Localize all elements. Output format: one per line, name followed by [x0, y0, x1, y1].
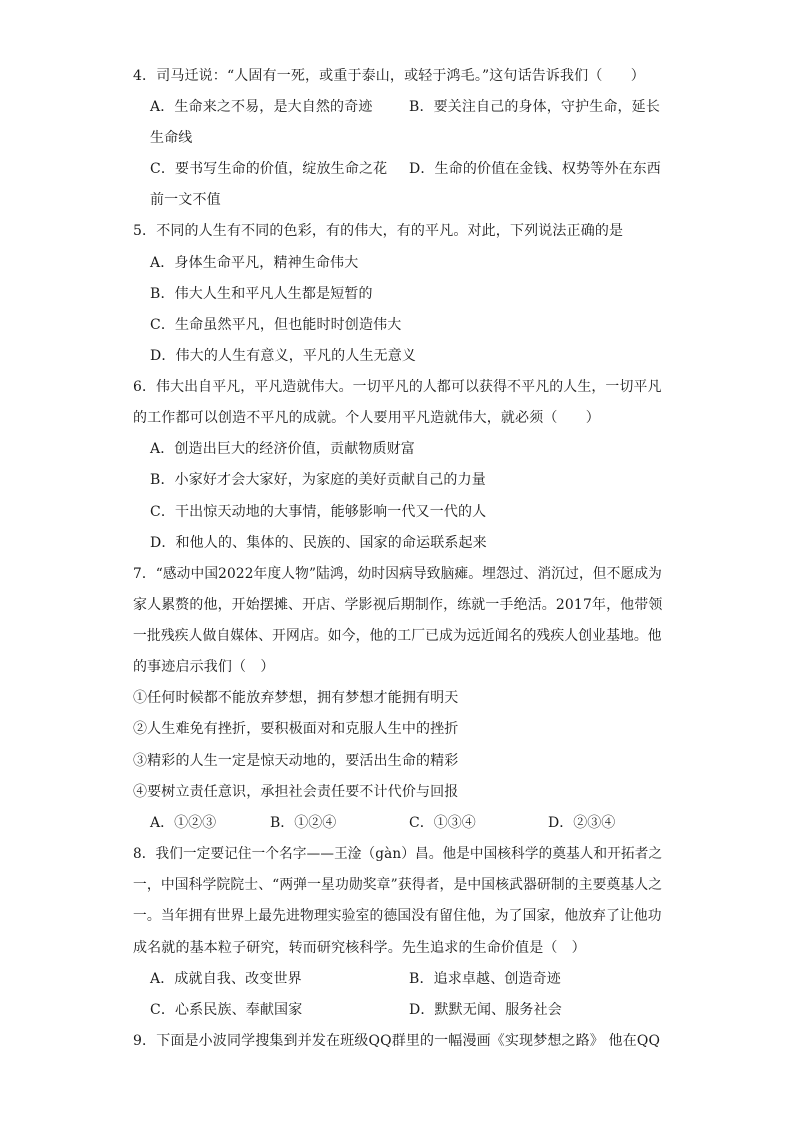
question-7-statement-2: ②人生难免有挫折，要积极面对和克服人生中的挫折: [133, 721, 459, 737]
question-6-option-d: D．和他人的、集体的、民族的、国家的命运联系起来: [150, 535, 487, 551]
question-8-stem-line-2: 一，中国科学院院士、“两弹一星功勋奖章”获得者，是中国核武器研制的主要奠基人之: [133, 877, 663, 893]
question-5-option-a: A．身体生命平凡，精神生命伟大: [150, 255, 359, 271]
question-8-stem-line-3: 一。当年拥有世界上最先进物理实验室的德国没有留住他，为了国家，他放弃了让他功: [133, 908, 662, 924]
question-8-option-c: C．心系民族、奉献国家: [150, 1002, 303, 1018]
question-5-option-b: B．伟大人生和平凡人生都是短暂的: [150, 286, 373, 302]
question-6-option-c: C．干出惊天动地的大事情，能够影响一代又一代的人: [150, 504, 487, 520]
question-7-option-d: D．②③④: [548, 815, 616, 831]
question-4-option-b-continued: 生命线: [150, 130, 193, 146]
question-7-stem-line-1: 7．“感动中国2022年度人物”陆鸿，幼时因病导致脑瘫。埋怨过、消沉过，但不愿成为: [133, 566, 662, 582]
question-6-stem-line-2: 的工作都可以创造不平凡的成就。个人要用平凡造就伟大，就必须（ ）: [133, 410, 600, 426]
question-8-stem-line-1: 8．我们一定要记住一个名字——王淦（gàn）昌。他是中国核科学的奠基人和开拓者之: [133, 846, 663, 862]
question-7-stem-line-2: 家人累赘的他，开始摆摊、开店、学影视后期制作，练就一手绝活。2017年，他带领: [133, 597, 663, 613]
question-7-option-c: C．①③④: [409, 815, 476, 831]
question-6-stem-line-1: 6．伟大出自平凡，平凡造就伟大。一切平凡的人都可以获得不平凡的人生，一切平凡: [133, 379, 662, 395]
question-5-stem: 5．不同的人生有不同的色彩，有的伟大，有的平凡。对此，下列说法正确的是: [133, 223, 624, 239]
question-8-option-d: D．默默无闻、服务社会: [409, 1002, 562, 1018]
question-7-statement-1: ①任何时候都不能放弃梦想，拥有梦想才能拥有明天: [133, 690, 459, 706]
question-5-option-d: D．伟大的人生有意义，平凡的人生无意义: [150, 348, 417, 364]
question-7-stem-line-4: 的事迹启示我们（ ）: [133, 659, 275, 675]
question-8-stem-line-4: 成名就的基本粒子研究，转而研究核科学。先生追求的生命价值是（ ）: [133, 940, 586, 956]
question-9-stem-line-1: 9．下面是小波同学搜集到并发在班级QQ群里的一幅漫画《实现梦想之路》 他在QQ: [133, 1033, 661, 1049]
question-8-option-b: B．追求卓越、创造奇迹: [409, 971, 561, 987]
question-4-option-c: C．要书写生命的价值，绽放生命之花: [150, 161, 388, 177]
question-5-option-c: C．生命虽然平凡，但也能时时创造伟大: [150, 317, 402, 333]
question-7-statement-3: ③精彩的人生一定是惊天动地的，要活出生命的精彩: [133, 753, 459, 769]
question-6-option-a: A．创造出巨大的经济价值，贡献物质财富: [150, 441, 415, 457]
question-7-statement-4: ④要树立责任意识，承担社会责任要不计代价与回报: [133, 784, 459, 800]
question-8-option-a: A．成就自我、改变世界: [150, 971, 302, 987]
question-4-option-d-continued: 前一文不值: [150, 192, 221, 208]
question-6-option-b: B．小家好才会大家好，为家庭的美好贡献自己的力量: [150, 472, 486, 488]
question-7-stem-line-3: 一批残疾人做自媒体、开网店。如今，他的工厂已成为远近闻名的残疾人创业基地。他: [133, 628, 662, 644]
question-4-option-b: B．要关注自己的身体，守护生命，延长: [409, 99, 660, 115]
question-4-option-d: D．生命的价值在金钱、权势等外在东西: [409, 161, 661, 177]
question-4-stem: 4．司马迁说：“人固有一死，或重于泰山，或轻于鸿毛。”这句话告诉我们（ ）: [133, 68, 645, 84]
question-4-option-a: A．生命来之不易，是大自然的奇迹: [150, 99, 373, 115]
question-7-option-b: B．①②④: [270, 815, 337, 831]
question-7-option-a: A．①②③: [150, 815, 217, 831]
